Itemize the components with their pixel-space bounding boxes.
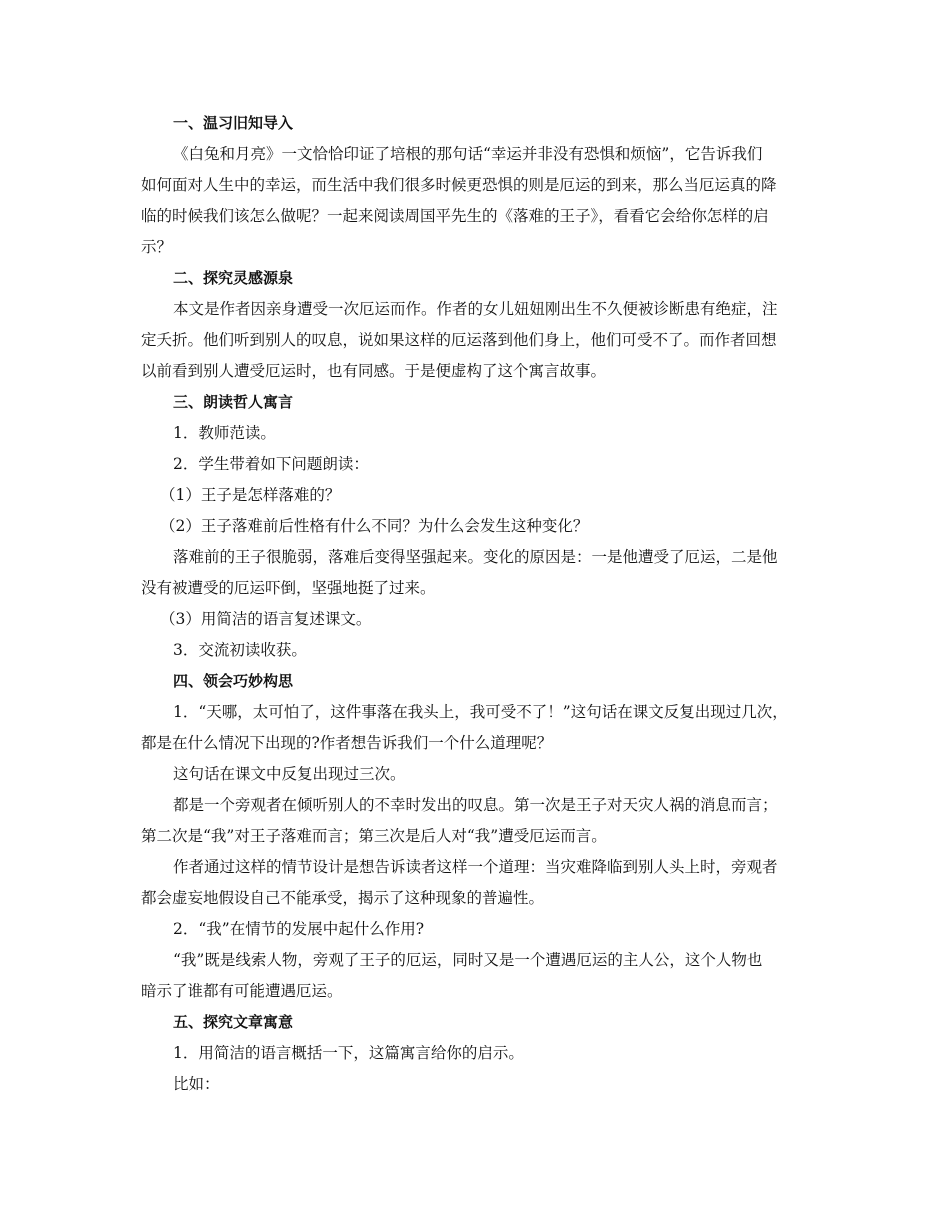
paragraph-line: 临的时候我们该怎么做呢？一起来阅读周国平先生的《落难的王子》，看看它会给你怎样的启 — [141, 207, 769, 225]
list-item: 1．教师范读。 — [173, 424, 276, 442]
list-item: 1．“天哪，太可怕了，这件事落在我头上，我可受不了！”这句话在课文反复出现过几次， — [173, 703, 788, 721]
section-heading: 一、温习旧知导入 — [173, 114, 294, 132]
list-item: 2．学生带着如下问题朗读： — [173, 455, 369, 473]
paragraph-line: 都是在什么情况下出现的?作者想告诉我们一个什么道理呢？ — [141, 734, 553, 752]
paragraph-line: 暗示了谁都有可能遭遇厄运。 — [141, 982, 343, 1000]
paragraph-line: 《白兔和月亮》一文恰恰印证了培根的那句话“幸运并非没有恐惧和烦恼”，它告诉我们 — [173, 145, 763, 163]
list-item: （2）王子落难前后性格有什么不同？为什么会发生这种变化？ — [160, 517, 589, 535]
list-item: 1．用简洁的语言概括一下，这篇寓言给你的启示。 — [173, 1044, 524, 1062]
paragraph-line: 示？ — [141, 238, 173, 256]
paragraph-line: 落难前的王子很脆弱，落难后变得坚强起来。变化的原因是：一是他遭受了厄运，二是他 — [173, 548, 778, 566]
paragraph-line: 本文是作者因亲身遭受一次厄运而作。作者的女儿妞妞刚出生不久便被诊断患有绝症，注 — [173, 300, 778, 318]
section-heading: 二、探究灵感源泉 — [173, 269, 294, 287]
paragraph-line: 作者通过这样的情节设计是想告诉读者这样一个道理：当灾难降临到别人头上时，旁观者 — [173, 858, 778, 876]
list-item: （1）王子是怎样落难的？ — [160, 486, 341, 504]
paragraph-line: 定夭折。他们听到别人的叹息，说如果这样的厄运落到他们身上，他们可受不了。而作者回想 — [141, 331, 777, 349]
list-item: （3）用简洁的语言复述课文。 — [160, 610, 372, 628]
paragraph-line: 这句话在课文中反复出现过三次。 — [173, 765, 406, 783]
list-item: 3．交流初读收获。 — [173, 641, 307, 659]
paragraph-line: 都会虚妄地假设自己不能承受，揭示了这种现象的普遍性。 — [141, 889, 545, 907]
paragraph-line: 比如： — [173, 1075, 220, 1093]
section-heading: 三、朗读哲人寓言 — [173, 393, 294, 411]
paragraph-line: 如何面对人生中的幸运，而生活中我们很多时候更恐惧的则是厄运的到来，那么当厄运真的降 — [141, 176, 777, 194]
list-item: 2．“我”在情节的发展中起什么作用? — [173, 920, 425, 938]
paragraph-line: 第二次是“我”对王子落难而言；第三次是后人对“我”遭受厄运而言。 — [141, 827, 607, 845]
paragraph-line: 以前看到别人遭受厄运时，也有同感。于是便虚构了这个寓言故事。 — [141, 362, 607, 380]
paragraph-line: “我”既是线索人物，旁观了王子的厄运，同时又是一个遭遇厄运的主人公，这个人物也 — [173, 951, 763, 969]
paragraph-line: 没有被遭受的厄运吓倒，坚强地挺了过来。 — [141, 579, 436, 597]
section-heading: 五、探究文章寓意 — [173, 1013, 294, 1031]
paragraph-line: 都是一个旁观者在倾听别人的不幸时发出的叹息。第一次是王子对天灾人祸的消息而言； — [173, 796, 778, 814]
section-heading: 四、领会巧妙构思 — [173, 672, 294, 690]
